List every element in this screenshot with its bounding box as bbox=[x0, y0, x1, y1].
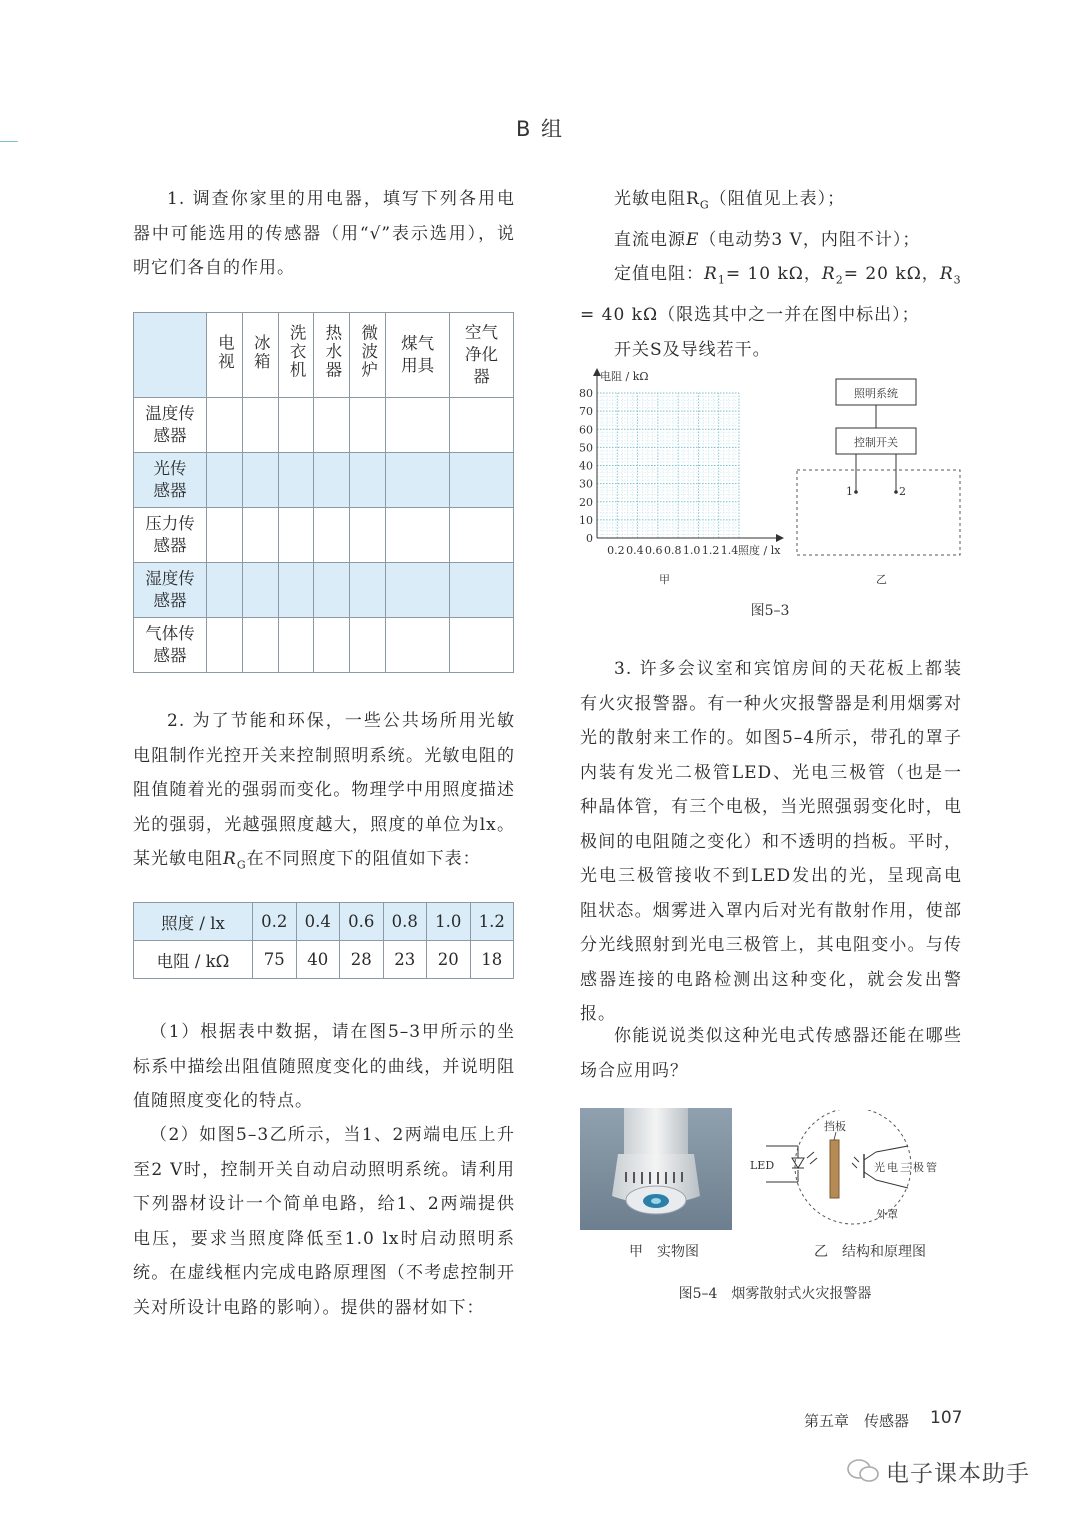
smoke-detector-photo bbox=[580, 1108, 732, 1230]
lux-value: 1.2 bbox=[470, 903, 514, 941]
resistance-value: 23 bbox=[383, 941, 427, 979]
material-photoresistor: 光敏电阻$R_G$（阻值见上表）； bbox=[614, 189, 846, 212]
appliance-header: 冰箱 bbox=[242, 313, 278, 398]
phototransistor-label: 光电三极管 bbox=[874, 1161, 939, 1174]
appliance-header: 煤气用具 bbox=[386, 313, 450, 398]
page-number: 107 bbox=[930, 1408, 963, 1428]
table-cell[interactable] bbox=[278, 453, 314, 508]
question-3-text: 3. 许多会议室和宾馆房间的天花板上都装有火灾报警器。有一种火灾报警器是利用烟雾对光的散射来工作的。如图5–4所示，带孔的罩子内装有发光二极管LED、光电三极管（也是一种晶体管，有三个电极，当光照强弱变化时，电极间的电阻随之变化）和不透明的挡板。平时，光电三极管接收不到LED发出的光，呈现高电阻状态。烟雾进入罩内后对光有散射作用，使部分光线照射到光电三极管上，其电阻变小。与传感器连接的电路检测出这种变化，就会发出警报。 bbox=[580, 659, 962, 1024]
y-tick-label: 70 bbox=[579, 405, 593, 419]
y-tick-label: 10 bbox=[579, 513, 593, 527]
figure-5-4-caption: 图5–4 烟雾散射式火灾报警器 bbox=[678, 1286, 872, 1302]
table-cell[interactable] bbox=[242, 398, 278, 453]
table-cell[interactable] bbox=[242, 563, 278, 618]
table-cell[interactable] bbox=[278, 618, 314, 673]
table-cell[interactable] bbox=[314, 398, 350, 453]
resistance-value: 18 bbox=[470, 941, 514, 979]
y-axis-label: 电阻 / kΩ bbox=[600, 370, 649, 383]
lux-row-label: 照度 / lx bbox=[134, 903, 253, 941]
detector-structure-diagram bbox=[748, 1110, 978, 1238]
figure-5-3-label-jia: 甲 bbox=[659, 573, 670, 586]
material-switch: 开关S及导线若干。 bbox=[614, 339, 771, 360]
y-tick-label: 20 bbox=[579, 495, 593, 509]
table-cell[interactable] bbox=[350, 618, 386, 673]
chat-bubble-icon bbox=[846, 1457, 880, 1485]
outer-cover-label: 外罩 bbox=[876, 1208, 898, 1221]
lux-resistance-table bbox=[133, 902, 514, 979]
material-fixed-resistors: 定值电阻：$R_1= 10$ kΩ，$R_2= 20$ kΩ，$R_3$ bbox=[614, 264, 962, 287]
resistance-value: 28 bbox=[340, 941, 384, 979]
table-cell[interactable] bbox=[450, 398, 514, 453]
chapter-footer: 第五章 传感器 bbox=[804, 1412, 910, 1430]
y-tick-labels bbox=[579, 387, 593, 545]
y-tick-label: 80 bbox=[579, 387, 593, 400]
y-tick-label: 50 bbox=[579, 441, 593, 455]
lux-value: 0.2 bbox=[253, 903, 297, 941]
appliance-header: 热水器 bbox=[314, 313, 350, 398]
table-cell[interactable] bbox=[314, 618, 350, 673]
sensor-row-label: 温度传感器 bbox=[134, 398, 207, 453]
table-cell[interactable] bbox=[386, 398, 450, 453]
rg-symbol: R bbox=[223, 849, 237, 869]
lighting-system-label: 照明系统 bbox=[854, 387, 898, 400]
material-fixed-resistors-cont: = 40 kΩ（限选其中之一并在图中标出）； bbox=[580, 305, 920, 326]
sensor-row-label: 光传感器 bbox=[134, 453, 207, 508]
appliance-header: 微波炉 bbox=[350, 313, 386, 398]
figure-5-4-caption-yi: 乙 结构和原理图 bbox=[814, 1244, 926, 1260]
table-cell[interactable] bbox=[386, 453, 450, 508]
figure-5-4-caption-jia: 甲 实物图 bbox=[629, 1244, 699, 1260]
question-3-question: 你能说说类似这种光电式传感器还能在哪些场合应用吗？ bbox=[580, 1026, 962, 1081]
table-cell[interactable] bbox=[314, 508, 350, 563]
table-cell[interactable] bbox=[207, 398, 243, 453]
question-2-text: 2. 为了节能和环保，一些公共场所用光敏电阻制作光控开关来控制照明系统。光敏电阻的阻值随着光的强弱而变化。物理学中用照度描述光的强弱，光越强照度越大，照度的单位为lx。某光敏电阻$R_G$在不同照度下的阻值如下表： bbox=[133, 711, 515, 872]
table-cell[interactable] bbox=[386, 508, 450, 563]
table-cell[interactable] bbox=[278, 398, 314, 453]
sensor-table bbox=[133, 312, 514, 673]
question-1-text: 1. 调查你家里的用电器，填写下列各用电器中可能选用的传感器（用“√”表示选用），说明它们各自的作用。 bbox=[133, 189, 515, 278]
resistance-value: 20 bbox=[427, 941, 471, 979]
table-cell[interactable] bbox=[450, 618, 514, 673]
circuit-design-box bbox=[797, 470, 960, 555]
table-cell[interactable] bbox=[350, 398, 386, 453]
table-cell[interactable] bbox=[207, 508, 243, 563]
resistance-value: 75 bbox=[253, 941, 297, 979]
question-2-part-2: （2）如图5–3乙所示，当1、2两端电压上升至2 V时，控制开关自动启动照明系统。请利用下列器材设计一个简单电路，给1、2两端提供电压，要求当照度降低至1.0 lx时启动照明系统。在虚线框内完成电路原理图（不考虑控制开关对所设计电路的影响）。提供的器材如下： bbox=[133, 1125, 515, 1318]
table-cell[interactable] bbox=[242, 618, 278, 673]
x-tick-label: 0.8 bbox=[663, 544, 682, 557]
table-cell[interactable] bbox=[314, 453, 350, 508]
table-cell[interactable] bbox=[386, 618, 450, 673]
x-axis-arrow bbox=[776, 534, 784, 542]
terminal-1-label: 1 bbox=[846, 485, 853, 498]
sensor-row-label: 气体传感器 bbox=[134, 618, 207, 673]
table-cell[interactable] bbox=[386, 563, 450, 618]
table-cell[interactable] bbox=[207, 453, 243, 508]
table-cell[interactable] bbox=[314, 563, 350, 618]
table-cell[interactable] bbox=[350, 563, 386, 618]
material-power-source: 直流电源E（电动势3 V，内阻不计）； bbox=[614, 229, 921, 250]
baffle bbox=[830, 1140, 839, 1198]
lux-value: 1.0 bbox=[427, 903, 471, 941]
table-cell[interactable] bbox=[242, 508, 278, 563]
resistance-grid bbox=[597, 393, 739, 538]
x-tick-labels bbox=[607, 544, 738, 557]
table-cell[interactable] bbox=[278, 563, 314, 618]
resistance-row-label: 电阻 / kΩ bbox=[134, 941, 253, 979]
watermark bbox=[846, 1453, 1056, 1489]
table-cell[interactable] bbox=[207, 563, 243, 618]
led-symbol bbox=[792, 1158, 804, 1168]
terminal-1-dot bbox=[854, 490, 858, 494]
table-cell[interactable] bbox=[450, 453, 514, 508]
table-corner-cell bbox=[134, 313, 207, 398]
appliance-header: 电视 bbox=[207, 313, 243, 398]
watermark-text: 电子课本助手 bbox=[886, 1461, 1030, 1487]
lux-value: 0.4 bbox=[296, 903, 340, 941]
baffle-label: 挡板 bbox=[824, 1120, 846, 1133]
figure-5-3-label-yi: 乙 bbox=[876, 573, 887, 586]
figure-5-3-caption: 图5–3 bbox=[750, 603, 790, 619]
appliance-header: 洗衣机 bbox=[278, 313, 314, 398]
y-tick-label: 40 bbox=[579, 459, 593, 473]
terminal-2-dot bbox=[894, 490, 898, 494]
figure-5-3 bbox=[566, 366, 976, 596]
y-tick-label: 30 bbox=[579, 477, 593, 491]
sensor-row-label: 压力传感器 bbox=[134, 508, 207, 563]
y-tick-label: 0 bbox=[586, 532, 593, 545]
x-tick-label: 1.2 bbox=[701, 544, 720, 557]
x-tick-label: 0.6 bbox=[645, 544, 663, 557]
x-tick-label: 1.0 bbox=[682, 544, 701, 557]
control-switch-label: 控制开关 bbox=[854, 436, 898, 449]
x-tick-label: 1.4 bbox=[720, 544, 739, 557]
x-axis-label: 照度 / lx bbox=[738, 544, 781, 557]
question-2-part-1: （1）根据表中数据，请在图5–3甲所示的坐标系中描绘出阻值随照度变化的曲线，并说明阻值随照度变化的特点。 bbox=[133, 1022, 515, 1111]
sensor-row-label: 湿度传感器 bbox=[134, 563, 207, 618]
table-cell[interactable] bbox=[450, 508, 514, 563]
appliance-header: 空气净化器 bbox=[450, 313, 514, 398]
materials-list bbox=[580, 182, 962, 367]
lux-value: 0.8 bbox=[383, 903, 427, 941]
table-cell[interactable] bbox=[242, 453, 278, 508]
lux-value: 0.6 bbox=[340, 903, 384, 941]
terminal-2-label: 2 bbox=[899, 485, 906, 498]
x-tick-label: 0.2 bbox=[607, 544, 625, 557]
section-heading: B 组 bbox=[515, 117, 565, 141]
table-cell[interactable] bbox=[278, 508, 314, 563]
table-cell[interactable] bbox=[350, 508, 386, 563]
table-cell[interactable] bbox=[350, 453, 386, 508]
y-tick-label: 60 bbox=[579, 423, 593, 437]
table-cell[interactable] bbox=[450, 563, 514, 618]
rg-subscript: G bbox=[236, 858, 247, 872]
led-label: LED bbox=[750, 1159, 775, 1172]
resistance-value: 40 bbox=[296, 941, 340, 979]
x-tick-label: 0.4 bbox=[626, 544, 644, 557]
table-cell[interactable] bbox=[207, 618, 243, 673]
